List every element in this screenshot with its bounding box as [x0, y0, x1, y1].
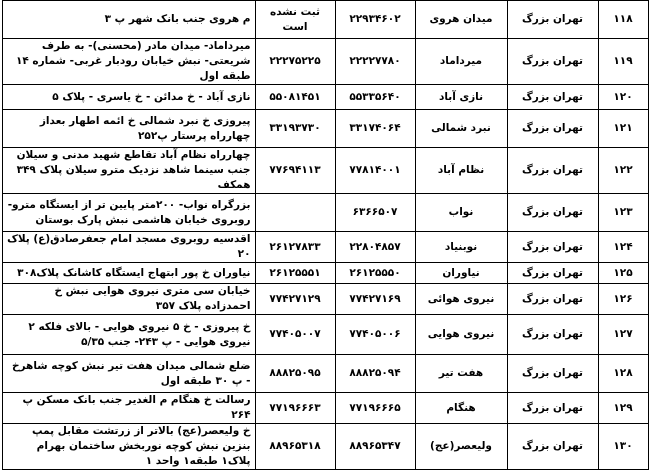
table-row — [2, 39, 648, 85]
address-cell: خ پیروزی - خ ۵ نیروی هوایی - بالای فلکه ۲ نیروی هوایی - پ ۲۴۳- جنب ۵/۳۵ — [2, 315, 255, 355]
branch-name-cell: نوبنیاد — [415, 232, 507, 263]
region-cell: تهران بزرگ — [507, 284, 598, 315]
branch-name-cell: نیاوران — [415, 263, 507, 284]
phone-cell: ۶۳۶۶۵۰۷ — [335, 194, 415, 232]
phone-cell: ۵۵۳۳۵۶۴۰ — [335, 85, 415, 110]
secondary-phone-cell: ۸۸۹۶۵۳۱۸ — [255, 424, 335, 470]
branch-name-cell: نظام آباد — [415, 148, 507, 194]
secondary-phone-cell: ۲۶۱۲۵۵۵۱ — [255, 263, 335, 284]
row-number: ۱۲۲ — [598, 148, 648, 194]
phone-cell: ۲۲۸۰۴۸۵۷ — [335, 232, 415, 263]
secondary-phone-cell: ۵۵۰۸۱۴۵۱ — [255, 85, 335, 110]
branch-name-cell: نواب — [415, 194, 507, 232]
address-cell: چهارراه نظام آباد تقاطع شهید مدنی و سیلان جنب سینما شاهد نزدیک مترو سیلان پلاک ۳۴۹ همکف — [2, 148, 255, 194]
secondary-phone-cell: ۲۲۲۷۵۲۲۵ — [255, 39, 335, 85]
row-number: ۱۳۰ — [598, 424, 648, 470]
secondary-phone-cell: ۷۷۶۹۴۱۱۳ — [255, 148, 335, 194]
table-row — [2, 110, 648, 148]
address-cell: نازی آباد - خ مدائن - خ یاسری - پلاک ۵ — [2, 85, 255, 110]
address-cell: ضلع شمالی میدان هفت تیر نبش کوچه شاهرخ - پ ۳۰ طبقه اول — [2, 355, 255, 393]
branch-name-cell: هنگام — [415, 393, 507, 424]
region-cell: تهران بزرگ — [507, 263, 598, 284]
table-row — [2, 1, 648, 39]
row-number: ۱۲۶ — [598, 284, 648, 315]
row-number: ۱۱۹ — [598, 39, 648, 85]
phone-cell: ۳۳۱۷۴۰۶۴ — [335, 110, 415, 148]
region-cell: تهران بزرگ — [507, 148, 598, 194]
row-number: ۱۲۴ — [598, 232, 648, 263]
secondary-phone-cell: ۷۷۱۹۶۶۶۳ — [255, 393, 335, 424]
table-row — [2, 85, 648, 110]
table-row — [2, 355, 648, 393]
phone-cell: ۷۷۴۰۵۰۰۶ — [335, 315, 415, 355]
region-cell: تهران بزرگ — [507, 355, 598, 393]
table-row — [2, 194, 648, 232]
address-cell: میرداماد- میدان مادر (محسنی)- به طرف شریعتی- نبش خیابان رودبار غربی- شماره ۱۴ طبقه اول — [2, 39, 255, 85]
table-body — [2, 1, 648, 470]
branch-name-cell: نیروی هوائی — [415, 284, 507, 315]
branch-name-cell: هفت تیر — [415, 355, 507, 393]
phone-cell: ۲۲۲۲۷۷۸۰ — [335, 39, 415, 85]
address-cell: اقدسیه روبروی مسجد امام جعفرصادق(ع) پلاک ۲۰ — [2, 232, 255, 263]
branch-name-cell: نبرد شمالی — [415, 110, 507, 148]
table-row — [2, 263, 648, 284]
phone-cell: ۷۷۴۲۷۱۶۹ — [335, 284, 415, 315]
phone-cell: ۷۷۱۹۶۶۶۵ — [335, 393, 415, 424]
phone-cell: ۲۶۱۲۵۵۵۰ — [335, 263, 415, 284]
address-cell: خ ولیعصر(عج) بالاتر از زرتشت مقابل پمپ بنزین نبش کوچه نوربخش ساختمان بهرام پلاک۱ طبقه۱ واحد ۱ — [2, 424, 255, 470]
branch-name-cell: نیروی هوایی — [415, 315, 507, 355]
secondary-phone-cell: ۸۸۸۲۵۰۹۵ — [255, 355, 335, 393]
phone-cell: ۲۲۹۳۴۶۰۲ — [335, 1, 415, 39]
secondary-phone-cell: ثبت نشده است — [255, 1, 335, 39]
secondary-phone-cell — [255, 194, 335, 232]
table-row — [2, 284, 648, 315]
branch-name-cell: میدان هروی — [415, 1, 507, 39]
row-number: ۱۲۷ — [598, 315, 648, 355]
row-number: ۱۲۵ — [598, 263, 648, 284]
row-number: ۱۱۸ — [598, 1, 648, 39]
address-cell: م هروی جنب بانک شهر پ ۳ — [2, 1, 255, 39]
region-cell: تهران بزرگ — [507, 1, 598, 39]
region-cell: تهران بزرگ — [507, 315, 598, 355]
address-cell: رسالت خ هنگام م الغدیر جنب بانک مسکن پ ۲۶۴ — [2, 393, 255, 424]
row-number: ۱۲۰ — [598, 85, 648, 110]
row-number: ۱۲۳ — [598, 194, 648, 232]
phone-cell: ۷۷۸۱۴۰۰۱ — [335, 148, 415, 194]
region-cell: تهران بزرگ — [507, 110, 598, 148]
address-cell: خیابان سی متری نیروی هوایی نبش خ احمدزاده پلاک ۳۵۷ — [2, 284, 255, 315]
table-row — [2, 393, 648, 424]
row-number: ۱۲۹ — [598, 393, 648, 424]
secondary-phone-cell: ۷۷۴۲۷۱۲۹ — [255, 284, 335, 315]
region-cell: تهران بزرگ — [507, 424, 598, 470]
secondary-phone-cell: ۳۳۱۹۳۷۳۰ — [255, 110, 335, 148]
region-cell: تهران بزرگ — [507, 85, 598, 110]
address-cell: پیروزی خ نبرد شمالی خ ائمه اطهار بعداز چهارراه پرستار پ۲۵۲ — [2, 110, 255, 148]
phone-cell: ۸۸۸۲۵۰۹۴ — [335, 355, 415, 393]
address-cell: نیاوران خ پور ابتهاج ایستگاه کاشانک پلاک۳۰۸ — [2, 263, 255, 284]
branch-name-cell: ولیعصر(عج) — [415, 424, 507, 470]
phone-cell: ۸۸۹۶۵۳۴۷ — [335, 424, 415, 470]
table-row — [2, 424, 648, 470]
branch-table — [2, 0, 649, 470]
secondary-phone-cell: ۲۶۱۲۷۸۳۳ — [255, 232, 335, 263]
region-cell: تهران بزرگ — [507, 393, 598, 424]
branch-name-cell: میرداماد — [415, 39, 507, 85]
branch-name-cell: نازی آباد — [415, 85, 507, 110]
table-row — [2, 232, 648, 263]
table-row — [2, 315, 648, 355]
row-number: ۱۲۸ — [598, 355, 648, 393]
region-cell: تهران بزرگ — [507, 39, 598, 85]
region-cell: تهران بزرگ — [507, 232, 598, 263]
row-number: ۱۲۱ — [598, 110, 648, 148]
region-cell: تهران بزرگ — [507, 194, 598, 232]
secondary-phone-cell: ۷۷۴۰۵۰۰۷ — [255, 315, 335, 355]
table-row — [2, 148, 648, 194]
address-cell: بزرگراه نواب- ۲۰۰متر پایین تر از ایستگاه مترو- روبروی خیابان هاشمی نبش پارک بوستان — [2, 194, 255, 232]
